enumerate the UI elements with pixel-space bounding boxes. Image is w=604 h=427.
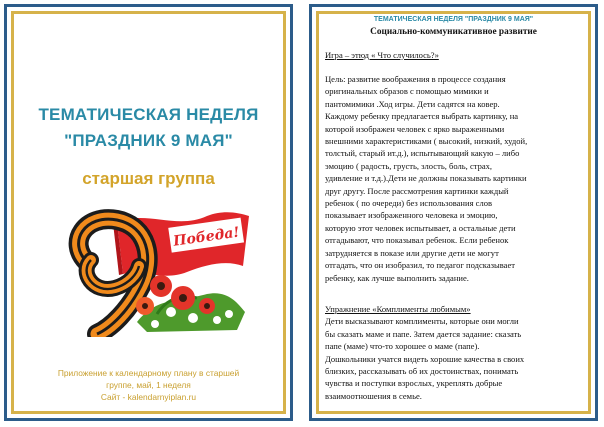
text-line: удивление и т.д.).Дети не должны показывать картинки	[325, 173, 527, 184]
game-description	[325, 73, 588, 284]
cover-footer-line1: Приложение к календарному плану в старшей	[57, 368, 240, 378]
text-line: друг другу. После рассмотрения картинки каждый	[325, 185, 509, 196]
flowers-icon	[136, 275, 245, 332]
text-line: ребенку, как лучше выполнить задание.	[325, 272, 469, 283]
text-line: оригинальных образов с помощью мимики и	[325, 86, 489, 97]
game-title: Игра – этюд « Что случилось?»	[325, 50, 439, 60]
cover-subtitle: старшая группа	[82, 169, 215, 188]
cover-footer-line2: группе, май, 1 неделя	[106, 380, 191, 390]
banner-text: Победа!	[172, 224, 241, 250]
cover-title-line1: ТЕМАТИЧЕСКАЯ НЕДЕЛЯ	[38, 105, 259, 124]
text-line: Цель: развитие воображения в процессе создания	[325, 74, 506, 84]
text-line: ребенок ( по очереди) без использования слов	[325, 198, 493, 209]
text-line: близких, рассказывать об их достоинствах, понимать	[325, 366, 519, 377]
content-page	[309, 4, 598, 421]
cover-title-line2: "ПРАЗДНИК 9 МАЯ"	[64, 131, 233, 150]
text-line: показывает изображенного человека и эмоцию,	[325, 210, 498, 221]
text-line: которую этот человек испытывает, а остальные дети	[325, 222, 516, 233]
cover-footer-link[interactable]: Сайт - kalendarnyiplan.ru	[100, 392, 197, 402]
text-line: отгадать, что он изобразил, то педагог подсказывает	[325, 260, 515, 271]
text-line: которой изображен человек с ярко выраженными	[325, 123, 505, 134]
text-line: Дошкольники учатся видеть хорошие качества в своих	[325, 353, 525, 364]
text-line: внешними характеристиками ( высокий, низкий, худой,	[325, 136, 528, 147]
section-title: Социально-коммуникативное развитие	[370, 27, 537, 37]
text-line: бы сказать маме и папе. Затем дается задание: сказать	[325, 328, 522, 339]
cover-page	[4, 4, 293, 421]
text-line: затрудняется в показе или другие дети не могут	[325, 247, 499, 258]
victory-day-illustration	[57, 202, 252, 337]
ribbon-nine-icon	[79, 219, 148, 334]
text-line: пантомимики .Ход игры. Дети садятся на ковер.	[325, 98, 500, 109]
text-line: Каждому ребенку предлагается выбрать картинку, на	[325, 111, 519, 122]
game-block	[325, 49, 588, 61]
text-line: эмоцию ( радость, грусть, злость, боль, страх,	[325, 160, 493, 171]
text-line: Дети высказывают комплименты, которые они могли	[325, 316, 519, 327]
page-header: ТЕМАТИЧЕСКАЯ НЕДЕЛЯ "ПРАЗДНИК 9 МАЯ"	[373, 16, 534, 23]
exercise-block	[325, 303, 588, 402]
text-line: взаимоотношения в семье.	[325, 390, 422, 401]
text-line: чувства и поступки взрослых, укреплять добрые	[325, 378, 503, 389]
text-line: толстый, старый ит.д.), испытывающий какую – либо	[325, 148, 520, 159]
text-line: отгадывают, что показывал ребенок. Если ребенок	[325, 235, 509, 246]
exercise-title: Упражнение «Комплименты любимым»	[325, 304, 471, 314]
text-line: папе (маме) что-то хорошее о маме (папе).	[325, 341, 480, 352]
